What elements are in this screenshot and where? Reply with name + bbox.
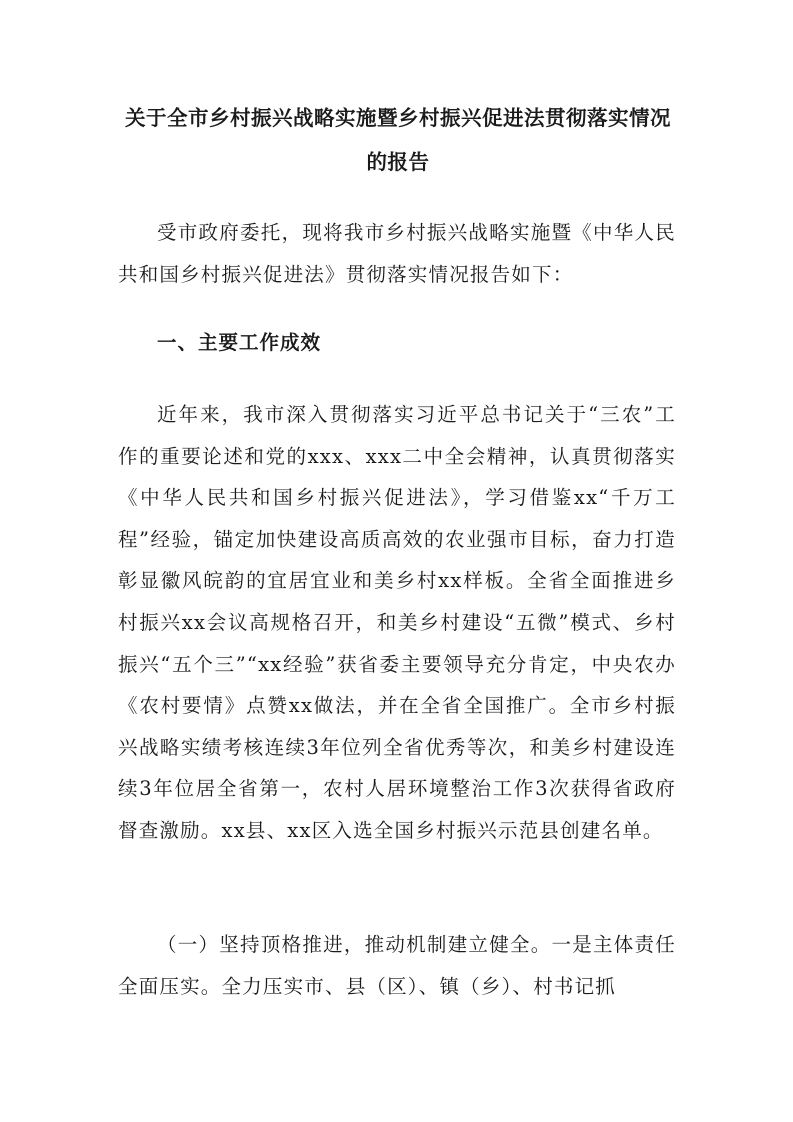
achievements-paragraph: 近年来，我市深入贯彻落实习近平总书记关于“三农”工作的重要论述和党的xxx、xxx二中全会精神，认真贯彻落实《中华人民共和国乡村振兴促进法》，学习借鉴xx“千万工程”经验，锚定加快建设高质高效的农业强市目标，奋力打造彰显徽风皖韵的宜居宜业和美乡村xx样板。全省全面推进乡村振兴xx会议高规格召开，和美乡村建设“五微”模式、乡村振兴“五个三”“xx经验”获省委主要领导充分肯定，中央农办《农村要情》点赞xx做法，并在全省全国推广。全市乡村振兴战略实绩考核连续3年位列全省优秀等次，和美乡村建设连续3年位居全省第一，农村人居环境整治工作3次获得省政府督查激励。xx县、xx区入选全国乡村振兴示范县创建名单。 — [118, 403, 676, 842]
section-heading-main-achievements: 一、主要工作成效 — [157, 331, 322, 354]
intro-paragraph: 受市政府委托，现将我市乡村振兴战略实施暨《中华人民共和国乡村振兴促进法》贯彻落实情况报告如下： — [118, 221, 676, 286]
subsection-paragraph: （一）坚持顶格推进，推动机制建立健全。一是主体责任全面压实。全力压实市、县（区）、镇（乡）、村书记抓 — [118, 933, 676, 998]
document-title: 关于全市乡村振兴战略实施暨乡村振兴促进法贯彻落实情况的报告 — [125, 106, 671, 174]
